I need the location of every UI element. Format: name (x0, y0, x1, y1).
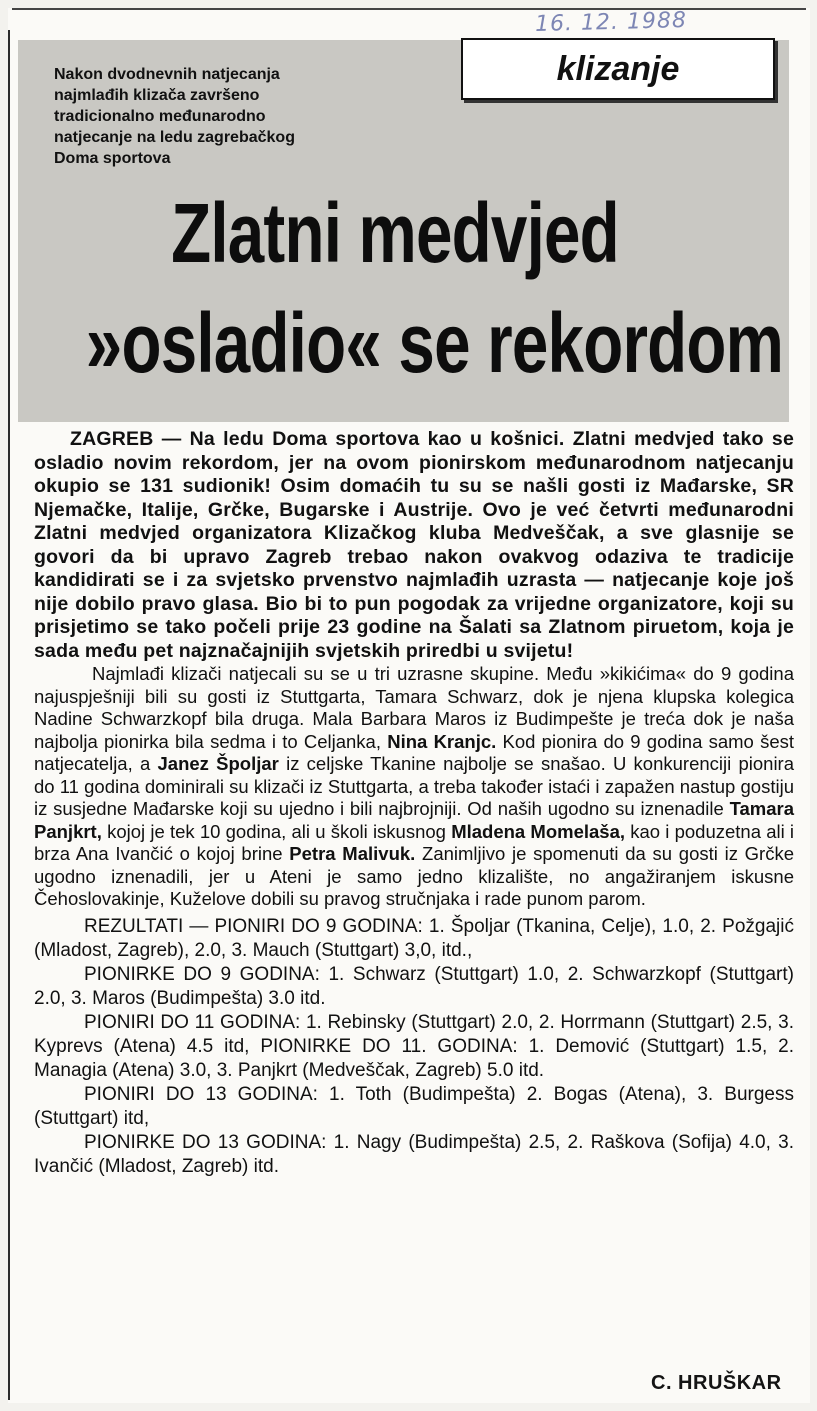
handwritten-date: 16. 12. 1988 (534, 8, 688, 37)
dek-line: Nakon dvodnevnih natjecanja (54, 66, 280, 83)
article-body (34, 428, 794, 1179)
headline-line-2: »osladio« se rekordom (85, 296, 784, 390)
headline-line-1: Zlatni medvjed (171, 186, 619, 280)
body-text: kojoj je tek 10 godina, ali u školi iskusnog (107, 820, 446, 842)
body-text: iz celjske Tkanine najbolje se snašao. U konkurenciji pionira do 11 godina dominirali su klizači iz Stuttgarta, a treba također istaći i zapažen nastup gostiju iz susjedne Mađarske koji su ujedno i bili najbrojniji. Od naših ugodno su iznenadile (34, 753, 795, 819)
athlete-name: Tamara Panjkrt, (34, 798, 795, 842)
results-line: REZULTATI — PIONIRI DO 9 GODINA: 1. Špoljar (Tkanina, Celje), 1.0, 2. Požgajić (Mladost, Zagreb), 2.0, 3. Mauch (Stuttgart) 3,0, itd., (34, 915, 794, 961)
results-line: PIONIRI DO 11 GODINA: 1. Rebinsky (Stuttgart) 2.0, 2. Horrmann (Stuttgart) 2.5, 3. Kyprevs (Atena) 4.5 itd, PIONIRKE DO 11. GODINA: 1. Demović (Stuttgart) 1.5, 2. Managia (Atena) 3.0, 3. Panjkrt (Medveščak, Zagreb) 5.0 itd. (34, 1011, 794, 1081)
dek (54, 64, 399, 169)
dek-line: najmlađih klizača završeno (54, 87, 260, 104)
results-line: PIONIRKE DO 9 GODINA: 1. Schwarz (Stuttgart) 1.0, 2. Schwarzkopf (Stuttgart) 2.0, 3. Maros (Budimpešta) 3.0 itd. (34, 963, 794, 1009)
body-text: kao i poduzetna ali i brza Ana Ivančić o kojoj brine (34, 820, 795, 864)
left-rule (8, 30, 10, 1400)
body-text: Kod pionira do 9 godina samo šest natjecatelja, a (34, 730, 795, 774)
headline (40, 178, 784, 418)
results-line: PIONIRI DO 13 GODINA: 1. Toth (Budimpešta) 2. Bogas (Atena), 3. Burgess (Stuttgart) itd, (34, 1083, 794, 1129)
top-rule (12, 8, 806, 10)
body-text: Zanimljivo je spomenuti da su gosti iz Grčke ugodno iznenadili, jer u Ateni je samo jedno klizalište, no angažiranjem iskusne Čehoslovakinje, Kuželove dobili su pravog stručnjaka i rade punom parom. (34, 843, 795, 909)
dek-line: tradicionalno međunarodno (54, 108, 266, 125)
dek-line: Doma sportova (54, 150, 171, 167)
byline: C. HRUŠKAR (651, 1372, 782, 1394)
coach-name: Petra Malivuk. (289, 843, 416, 864)
body-paragraph (34, 663, 794, 911)
athlete-name: Nina Kranjc. (387, 730, 497, 752)
lead-paragraph: ZAGREB — Na ledu Doma sportova kao u košnici. Zlatni medvjed tako se osladio novim rekordom, jer na ovom pionirskom međunarodnom natjecanju okupio se 131 sudionik! Osim domaćih tu su se našli gosti iz Mađarske, SR Njemačke, Italije, Grčke, Bugarske i Austrije. Ovo je već četvrti međunarodni Zlatni medvjed organizatora Klizačkog kluba Medveščak, a sve glasnije se govori da bi upravo Zagreb trebao nakon ovakvog odaziva te tradicije kandidirati se i za svjetsko prvenstvo najmlađih uzrasta — natjecanje koje još nije dobilo pravo glasa. Bio bi to pun pogodak za vrijedne organizatore, koji su prisjetimo se tako počeli prije 23 godine na Šalati sa Zlatnom piruetom, koja je sada među pet najznačajnijih svjetskih priredbi u svijetu! (34, 428, 794, 662)
coach-name: Mladena Momelaša, (451, 820, 626, 842)
section-tag (461, 38, 775, 100)
section-label: klizanje (556, 49, 680, 88)
results-line: PIONIRKE DO 13 GODINA: 1. Nagy (Budimpešta) 2.5, 2. Raškova (Sofija) 4.0, 3. Ivančić (Mladost, Zagreb) itd. (34, 1131, 794, 1177)
athlete-name: Janez Špoljar (157, 753, 279, 774)
body-text: Najmlađi klizači natjecali su se u tri uzrasne skupine. Među »kikićima« do 9 godina najuspješniji bili su gosti iz Stuttgarta, Tamara Schwarz, dok je njena klupska kolegica Nadine Schwarzkopf bila druga. Mala Barbara Maros iz Budimpešte je treća dok je naša najbolja pionirka bila sedma i to Celjanka, (34, 663, 794, 752)
dek-line: natjecanje na ledu zagrebačkog (54, 129, 295, 146)
results (34, 915, 794, 1179)
